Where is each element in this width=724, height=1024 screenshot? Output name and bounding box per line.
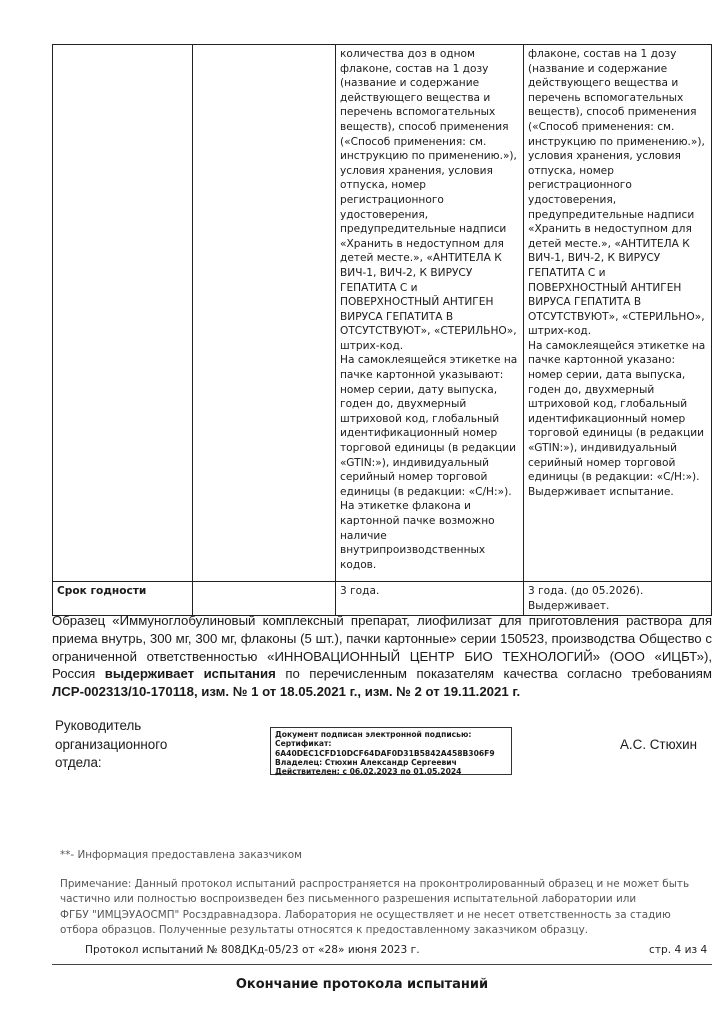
result-line: 3 года. (до 05.2026). [527, 585, 644, 597]
requirement-line: штриховой код, глобальный [340, 412, 500, 425]
requirement-line: детей месте.», «АНТИТЕЛА К [340, 252, 502, 265]
result-line: штриховой код, глобальный [527, 398, 688, 411]
shelf-life-requirement: 3 года. [336, 582, 524, 616]
result-line: действующего вещества и [527, 77, 679, 90]
stamp-line: Действителен: с 06.02.2023 по 01.05.2024 [275, 767, 462, 777]
requirement-line: единицы (в редакции: «С/Н:»). [340, 485, 512, 498]
stamp-line: Владелец: Стюхин Александр Сергеевич [275, 757, 457, 767]
requirement-line: ПОВЕРХНОСТНЫЙ АНТИГЕН [340, 296, 494, 309]
result-line: ВИЧ-1, ВИЧ-2, К ВИРУСУ [527, 252, 661, 265]
requirement-line: предупредительные надписи [340, 223, 507, 236]
protocol-reference: Протокол испытаний № 808ДКд-05/23 от «28» июня 2023 г. [85, 944, 420, 956]
note-line: частично или полностью воспроизведен без письменного разрешения испытательной лаборатории или [60, 893, 637, 906]
conclusion-verdict: выдерживает испытания [104, 666, 276, 682]
requirement-line: перечень вспомогательных [340, 106, 496, 119]
requirement-line: внутрипроизводственных [340, 544, 486, 557]
e-signature-stamp [270, 727, 512, 775]
result-line: (название и содержание [527, 62, 668, 75]
note-line: Примечание: Данный протокол испытаний распространяется на проконтролированный образец и не может быть [60, 878, 690, 890]
method-cell [193, 45, 336, 582]
result-line: Выдерживает. [527, 599, 610, 612]
result-line: флаконе, состав на 1 дозу [527, 48, 677, 60]
requirement-line: «GTIN:»), индивидуальный [340, 456, 489, 469]
result-line: идентификационный номер [527, 412, 686, 425]
signatory-title [55, 717, 215, 773]
requirement-line: ВИЧ-1, ВИЧ-2, К ВИРУСУ [340, 266, 473, 279]
requirement-line: отпуска, номер [340, 179, 426, 192]
requirement-line: На самоклеящейся этикетке на [340, 354, 518, 367]
result-line: удостоверения, [527, 193, 617, 206]
table-row [53, 582, 712, 616]
divider [52, 964, 712, 965]
stamp-line: Документ подписан электронной подписью: [275, 730, 472, 739]
conclusion-reference: ЛСР-002313/10-170118, изм. № 1 от 18.05.2021 г., изм. № 2 от 19.11.2021 г. [52, 684, 521, 700]
result-line: («Способ применения: см. [527, 120, 675, 133]
requirement-line: инструкцию по применению.»), [340, 150, 517, 163]
result-line: ГЕПАТИТА С и [527, 266, 606, 279]
requirement-line: удостоверения, [340, 208, 429, 221]
signatory-title-line: организационного [55, 736, 168, 752]
stamp-line: 6A40DEC1CFD10DCF64DAF0D31B5842A458B306F9 [275, 748, 495, 758]
result-line: «GTIN:»), индивидуальный [527, 442, 677, 455]
conclusion-text: по перечисленным показателям качества согласно требованиям [275, 666, 712, 682]
result-line: инструкцию по применению.»), [527, 135, 705, 148]
requirement-line: торговой единицы (в редакции [340, 442, 517, 455]
result-line: перечень вспомогательных [527, 91, 684, 104]
result-line: ОТСУТСТВУЮТ», «СТЕРИЛЬНО», [527, 310, 705, 323]
result-line: условия хранения, условия [527, 150, 681, 163]
requirement-line: «Хранить в недоступном для [340, 237, 504, 250]
note-line: ФГБУ "ИМЦЭУАОСМП" Росздравнадзора. Лаборатория не осуществляет и не несет ответственность за стадию [60, 908, 671, 921]
shelf-life-label: Срок годности [53, 582, 193, 616]
requirement-line: (название и содержание [340, 77, 480, 90]
note-line: отбора образцов. Полученные результаты относятся к предоставленному заказчиком образцу. [60, 924, 589, 937]
signatory-title-line: отдела: [55, 755, 102, 771]
result-line: ПОВЕРХНОСТНЫЙ АНТИГЕН [527, 281, 682, 294]
requirement-line: ГЕПАТИТА С и [340, 281, 418, 294]
requirement-line: («Способ применения: см. [340, 135, 487, 148]
footnote: **- Информация предоставлена заказчиком [60, 849, 302, 861]
result-line: отпуска, номер [527, 164, 614, 177]
requirement-line: флаконе, состав на 1 дозу [340, 62, 489, 75]
result-line: Выдерживает испытание. [527, 485, 674, 498]
note [60, 877, 710, 939]
requirement-line: количества доз в одном [340, 48, 476, 60]
method-cell [193, 582, 336, 616]
conclusion-text: Образец «Иммуноглобулиновый комплексный препарат, лиофилизат для приготовления раствора для приема внутрь, 300 мг, 300 мг, флаконы (5 шт.), пачки картонные» серии 150523, производства Общество с ограниченной ответственностью «ИННОВАЦИОННЫЙ ЦЕНТР БИО ТЕХНОЛОГИЙ» (ООО «ИЦБТ»), Россия [52, 613, 712, 682]
result-line: единицы (в редакции: «С/Н:»). [527, 471, 700, 484]
requirement-line: картонной пачке возможно [340, 515, 495, 527]
result-line: На самоклеящейся этикетке на [527, 339, 706, 352]
result-line: регистрационного [527, 179, 632, 192]
requirement-line: ОТСУТСТВУЮТ», «СТЕРИЛЬНО», [340, 325, 517, 338]
shelf-life-result [523, 582, 711, 616]
result-line: штрих-код. [527, 325, 592, 338]
requirements-cell [336, 45, 524, 582]
results-table [52, 44, 712, 616]
page-number: стр. 4 из 4 [649, 944, 708, 956]
result-cell [523, 45, 711, 582]
result-line: ВИРУСА ГЕПАТИТА В [527, 296, 642, 309]
stamp-line: Сертификат: [275, 739, 332, 749]
requirement-line: кодов. [340, 558, 377, 571]
conclusion-paragraph [52, 612, 712, 701]
requirement-line: действующего вещества и [340, 91, 491, 104]
requirement-line: ВИРУСА ГЕПАТИТА В [340, 310, 454, 323]
requirement-line: штрих-код. [340, 339, 404, 352]
result-line: серийный номер торговой [527, 456, 676, 469]
result-line: «Хранить в недоступном для [527, 223, 692, 236]
result-line: предупредительные надписи [527, 208, 695, 221]
requirement-line: серийный номер торговой [340, 471, 488, 484]
requirement-line: пачке картонной указывают: [340, 369, 504, 382]
indicator-cell [53, 45, 193, 582]
result-line: пачке картонной указано: [527, 354, 676, 367]
requirement-line: условия хранения, условия [340, 164, 493, 177]
requirement-line: веществ), способ применения [340, 120, 509, 133]
result-line: годен до, двухмерный [527, 383, 655, 396]
signatory-title-line: Руководитель [55, 718, 142, 733]
requirement-line: годен до, двухмерный [340, 398, 467, 411]
requirement-line: номер серии, дату выпуска, [340, 383, 498, 396]
signer-name: А.С. Стюхин [620, 737, 698, 752]
requirement-line: регистрационного [340, 193, 444, 206]
result-line: веществ), способ применения [527, 106, 697, 119]
result-line: детей месте.», «АНТИТЕЛА К [527, 237, 690, 250]
result-line: торговой единицы (в редакции [527, 427, 705, 440]
end-of-protocol: Окончание протокола испытаний [235, 977, 489, 992]
table-row [53, 45, 712, 582]
requirement-line: На этикетке флакона и [340, 500, 471, 513]
requirement-line: наличие [340, 529, 387, 542]
requirement-line: идентификационный номер [340, 427, 498, 440]
result-line: номер серии, дата выпуска, [527, 369, 686, 382]
